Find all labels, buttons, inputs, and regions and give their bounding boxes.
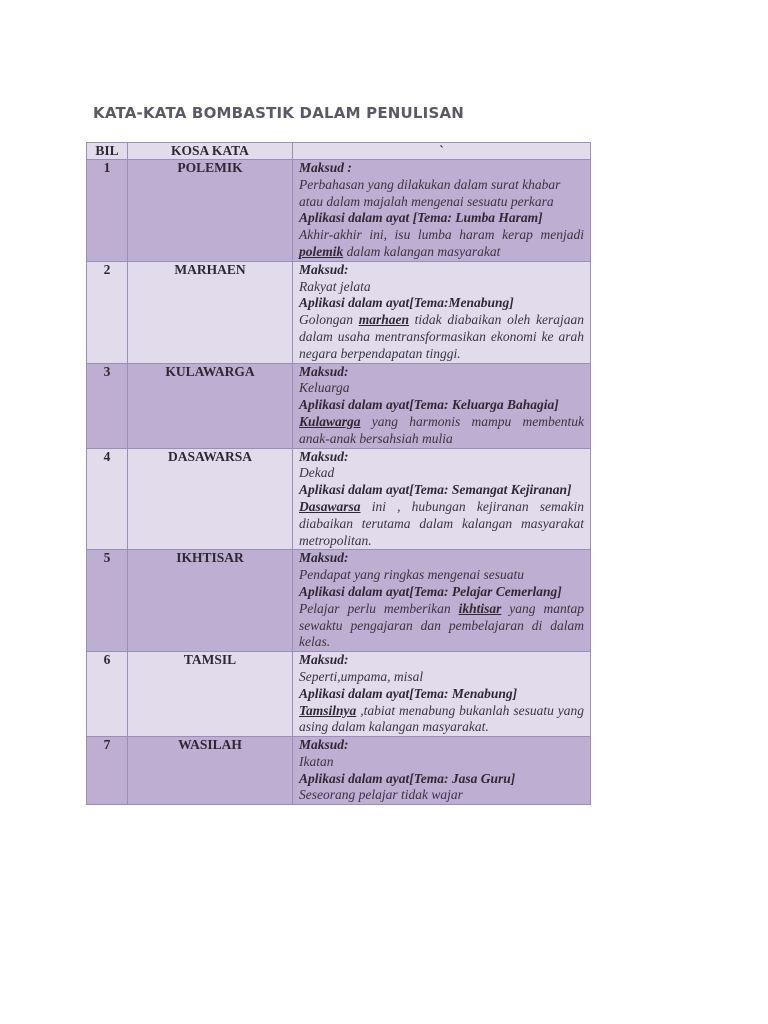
row-description [293,160,591,262]
table-row [87,448,591,550]
maksud-label: Maksud: [299,363,349,379]
row-description [293,652,591,737]
row-number: 7 [87,737,128,805]
maksud-label: Maksud: [299,261,349,277]
application-label: Aplikasi dalam ayat [Tema: Lumba Haram] [299,210,543,226]
maksud-label: Maksud : [299,160,352,175]
example-sentence: Akhir-akhir ini, isu lumba haram kerap menjadi polemik dalam kalangan masyarakat [299,227,584,259]
application-label: Aplikasi dalam ayat[Tema: Keluarga Bahagia] [299,397,559,413]
row-description [293,261,591,363]
row-word: DASAWARSA [128,448,293,550]
row-description [293,363,591,448]
application-label: Aplikasi dalam ayat[Tema: Jasa Guru] [299,770,516,786]
document-title: KATA-KATA BOMBASTIK DALAM PENULISAN [93,104,465,122]
example-sentence: Pelajar perlu memberikan ikhtisar yang mantap sewaktu pengajaran dan pembelajaran di dalam kelas. [299,600,585,650]
table-row [87,261,591,363]
example-sentence: Kulawarga yang harmonis mampu membentuk anak-anak bersahsiah mulia [299,413,584,446]
keyword: Dasawarsa [299,498,361,514]
row-word: POLEMIK [128,160,293,262]
application-label: Aplikasi dalam ayat[Tema: Menabung] [299,685,518,701]
table-row [87,363,591,448]
example-sentence: Golongan marhaen tidak diabaikan oleh kerajaan dalam usaha mentransformasikan ekonomi ke arah negara berpendapatan tinggi. [299,312,584,361]
example-sentence: Seseorang pelajar tidak wajar [299,787,463,803]
row-meaning: Dekad [299,465,335,481]
row-word: WASILAH [128,737,293,805]
table-header-row [87,143,591,160]
keyword: Kulawarga [299,413,361,429]
row-word: MARHAEN [128,261,293,363]
row-number: 2 [87,261,128,363]
keyword: polemik [299,243,344,259]
application-label: Aplikasi dalam ayat[Tema: Pelajar Cemerlang] [299,583,562,599]
row-meaning: Pendapat yang ringkas mengenai sesuatu [299,567,524,583]
header-bil: BIL [87,143,128,160]
maksud-label: Maksud: [299,550,349,566]
header-description: ` [293,143,591,160]
row-meaning: Rakyat jelata [299,278,371,294]
keyword: marhaen [358,312,409,328]
row-word: TAMSIL [128,652,293,737]
application-label: Aplikasi dalam ayat[Tema: Semangat Kejiranan] [299,482,572,498]
row-description [293,448,591,550]
row-word: KULAWARGA [128,363,293,448]
row-number: 3 [87,363,128,448]
table-row [87,652,591,737]
maksud-label: Maksud: [299,737,349,753]
table-body [87,160,591,805]
maksud-label: Maksud: [299,448,349,464]
row-word: IKHTISAR [128,550,293,652]
maksud-label: Maksud: [299,652,349,668]
table-row [87,550,591,652]
application-label: Aplikasi dalam ayat[Tema:Menabung] [299,295,514,311]
row-number: 6 [87,652,128,737]
example-sentence: Dasawarsa ini , hubungan kejiranan semakin diabaikan terutama dalam kalangan masyarakat metropolitan. [299,498,584,548]
row-meaning: Ikatan [299,753,334,769]
table-row [87,737,591,805]
row-number: 1 [87,160,128,262]
row-description [293,550,591,652]
row-description [293,737,591,805]
row-meaning: Perbahasan yang dilakukan dalam surat khabar atau dalam majalah mengenai sesuatu perkara [299,176,561,209]
keyword: ikhtisar [458,600,502,616]
header-kosa-kata: KOSA KATA [128,143,293,160]
keyword: Tamsilnya [299,702,357,718]
row-number: 5 [87,550,128,652]
row-number: 4 [87,448,128,550]
row-meaning: Seperti,umpama, misal [299,668,424,684]
vocabulary-table [86,142,591,805]
example-sentence: Tamsilnya ,tabiat menabung bukanlah sesuatu yang asing dalam kalangan masyarakat. [299,702,584,735]
row-meaning: Keluarga [299,380,350,396]
table-row [87,160,591,262]
